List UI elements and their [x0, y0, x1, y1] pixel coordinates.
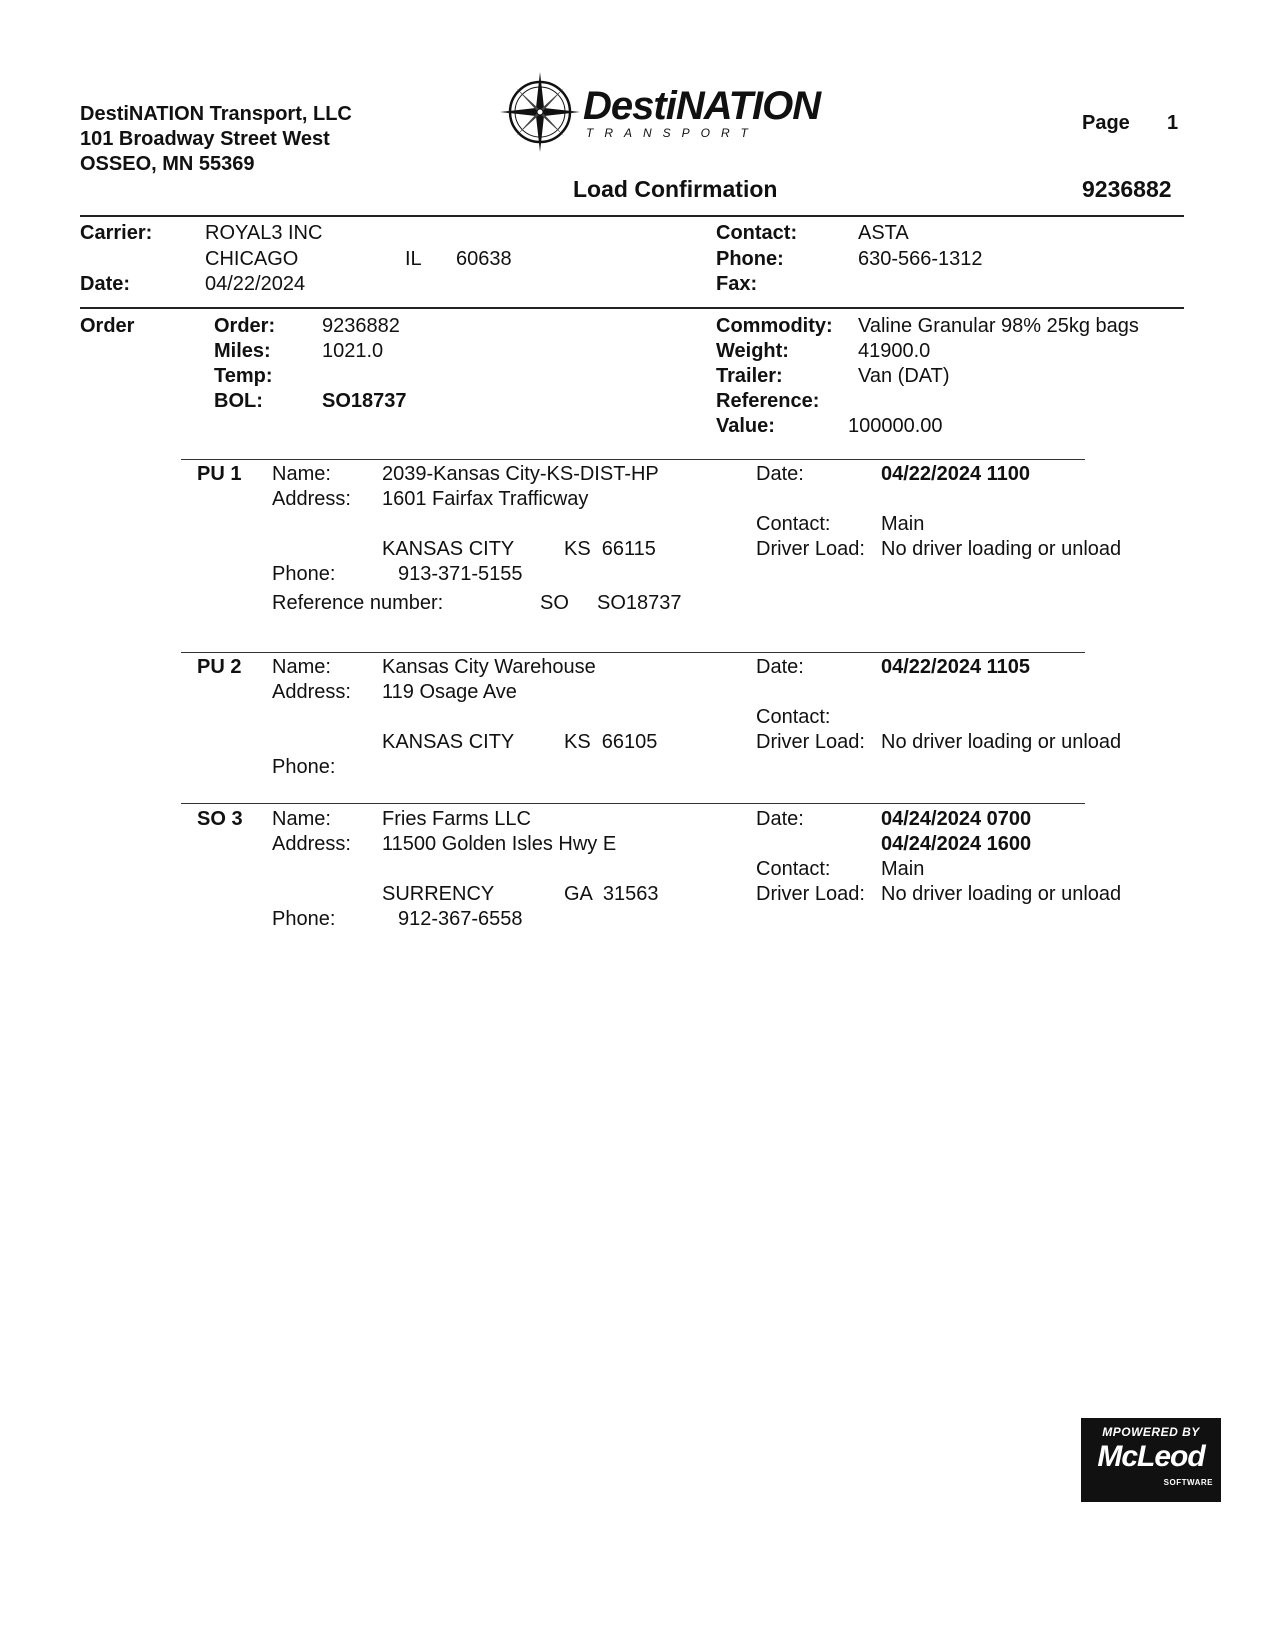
weight-value: 41900.0	[858, 340, 931, 362]
stop-date-label: Date:	[756, 463, 804, 485]
stop-address-label: Address:	[272, 681, 351, 703]
stop-contact: Main	[881, 513, 925, 535]
phone-label: Phone:	[716, 248, 784, 270]
order-section-label: Order	[80, 315, 135, 337]
stop-address-label: Address:	[272, 488, 351, 510]
carrier-name: ROYAL3 INC	[205, 222, 323, 244]
carrier-state: IL	[405, 248, 422, 270]
stop-contact-label: Contact:	[756, 706, 831, 728]
stop-name: Kansas City Warehouse	[382, 656, 596, 678]
stop-city: KANSAS CITY	[382, 731, 515, 753]
stop-date: 04/22/2024 1105	[881, 656, 1031, 678]
stop-address-label: Address:	[272, 833, 351, 855]
stop-phone-label: Phone:	[272, 563, 336, 585]
contact-label: Contact:	[716, 222, 798, 244]
stop-name: 2039-Kansas City-KS-DIST-HP	[382, 463, 659, 485]
order-value: 9236882	[322, 315, 400, 337]
company-street: 101 Broadway Street West	[80, 128, 330, 150]
stop-name-label: Name:	[272, 656, 331, 678]
carrier-divider	[80, 307, 1184, 309]
fax-label: Fax:	[716, 273, 758, 295]
reference-label: Reference:	[716, 390, 820, 412]
page-label: Page	[1082, 112, 1130, 134]
stop-code: SO 3	[197, 808, 243, 830]
stop-name: Fries Farms LLC	[382, 808, 531, 830]
stop-divider	[181, 803, 1085, 804]
stop-name-label: Name:	[272, 808, 331, 830]
stop-name-label: Name:	[272, 463, 331, 485]
stop-ref-value: SO18737	[597, 592, 682, 614]
logo-wordmark: DestiNATION	[583, 84, 821, 128]
stop-contact-label: Contact:	[756, 858, 831, 880]
powered-by-logo	[1081, 1418, 1221, 1502]
stop-phone: 913-371-5155	[398, 563, 523, 585]
bol-label: BOL:	[214, 390, 263, 412]
stop-state-zip: KS 66115	[564, 538, 656, 560]
company-city: OSSEO, MN 55369	[80, 153, 255, 175]
page-title: Load Confirmation	[573, 176, 778, 202]
stop-date: 04/22/2024 1100	[881, 463, 1031, 485]
carrier-city: CHICAGO	[205, 248, 299, 270]
mcleod-software-text: SOFTWARE	[1163, 1478, 1213, 1487]
stop-ref-type: SO	[540, 592, 569, 614]
stop-date-label: Date:	[756, 656, 804, 678]
stop-ref-label: Reference number:	[272, 592, 444, 614]
commodity-value: Valine Granular 98% 25kg bags	[858, 315, 1139, 337]
weight-label: Weight:	[716, 340, 789, 362]
commodity-label: Commodity:	[716, 315, 833, 337]
phone-value: 630-566-1312	[858, 248, 983, 270]
carrier-zip: 60638	[456, 248, 512, 270]
company-name: DestiNATION Transport, LLC	[80, 103, 352, 125]
stop-driver-label: Driver Load:	[756, 538, 865, 560]
mcleod-wordmark: McLeod	[1097, 1440, 1205, 1473]
trailer-label: Trailer:	[716, 365, 783, 387]
stop-driver-label: Driver Load:	[756, 731, 865, 753]
stop-date-end: 04/24/2024 1600	[881, 833, 1032, 855]
stop-driver: No driver loading or unload	[881, 731, 1122, 753]
stop-address: 119 Osage Ave	[382, 681, 517, 703]
document-number: 9236882	[1082, 176, 1172, 202]
value-amount: 100000.00	[848, 415, 943, 437]
stop-phone: 912-367-6558	[398, 908, 523, 930]
stop-state-zip: KS 66105	[564, 731, 658, 753]
powered-by-text: MPOWERED BY	[1102, 1425, 1200, 1439]
stop-contact-label: Contact:	[756, 513, 831, 535]
stop-divider	[181, 652, 1085, 653]
stop-address: 11500 Golden Isles Hwy E	[382, 833, 617, 855]
stop-state-zip: GA 31563	[564, 883, 659, 905]
stop-address: 1601 Fairfax Trafficway	[382, 488, 589, 510]
stop-driver: No driver loading or unload	[881, 538, 1122, 560]
stop-contact: Main	[881, 858, 925, 880]
miles-label: Miles:	[214, 340, 271, 362]
stop-code: PU 1	[197, 463, 242, 485]
miles-value: 1021.0	[322, 340, 384, 362]
page-number: 1	[1167, 112, 1179, 134]
stop-city: SURRENCY	[382, 883, 495, 905]
stop-driver: No driver loading or unload	[881, 883, 1122, 905]
stop-driver-label: Driver Load:	[756, 883, 865, 905]
compass-rose-icon	[498, 70, 582, 154]
carrier-date: 04/22/2024	[205, 273, 306, 295]
trailer-value: Van (DAT)	[858, 365, 950, 387]
stop-code: PU 2	[197, 656, 242, 678]
stop-divider	[181, 459, 1085, 460]
stop-date-label: Date:	[756, 808, 804, 830]
carrier-label: Carrier:	[80, 222, 153, 244]
order-label: Order:	[214, 315, 276, 337]
title-divider	[80, 215, 1184, 217]
stop-phone-label: Phone:	[272, 908, 336, 930]
temp-label: Temp:	[214, 365, 273, 387]
stop-phone-label: Phone:	[272, 756, 336, 778]
logo-subtitle: TRANSPORT	[586, 126, 759, 140]
carrier-date-label: Date:	[80, 273, 131, 295]
value-label: Value:	[716, 415, 775, 437]
bol-value: SO18737	[322, 390, 407, 412]
contact-value: ASTA	[858, 222, 909, 244]
stop-date: 04/24/2024 0700	[881, 808, 1032, 830]
stop-city: KANSAS CITY	[382, 538, 515, 560]
